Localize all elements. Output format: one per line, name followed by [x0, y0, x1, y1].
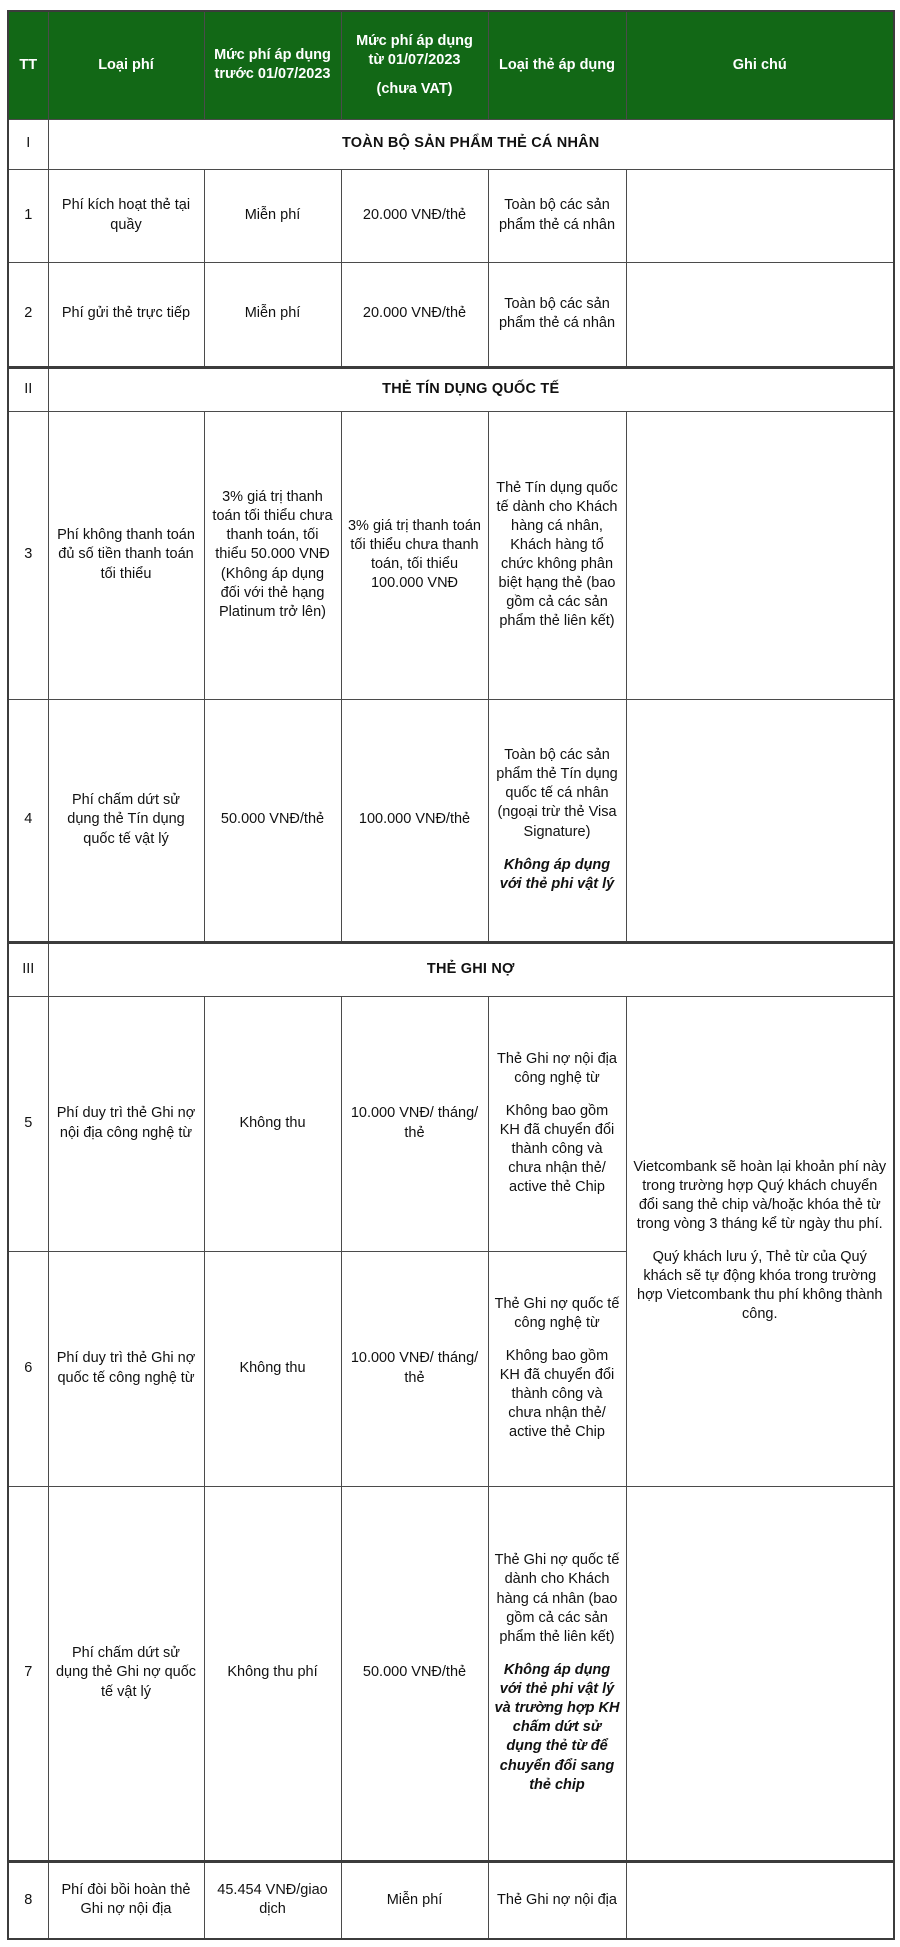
row-6-card-type-sub: Không bao gồm KH đã chuyển đổi thành công và chưa nhận thẻ/ active thẻ Chip: [499, 1347, 615, 1441]
row-4-note: [626, 699, 894, 942]
section-1-title: TOÀN BỘ SẢN PHẨM THẺ CÁ NHÂN: [48, 119, 894, 169]
row-4-fee-after: 100.000 VNĐ/thẻ: [341, 699, 488, 942]
row-7-fee-type: Phí chấm dứt sử dụng thẻ Ghi nợ quốc tế vật lý: [48, 1486, 204, 1861]
row-8-card-type: Thẻ Ghi nợ nội địa: [488, 1861, 626, 1939]
row-5-fee-after: 10.000 VNĐ/ tháng/ thẻ: [341, 996, 488, 1251]
row-7-fee-after: 50.000 VNĐ/thẻ: [341, 1486, 488, 1861]
row-8-fee-before: 45.454 VNĐ/giao dịch: [204, 1861, 341, 1939]
row-3-number: 3: [8, 411, 48, 699]
row-7-card-type-main: Thẻ Ghi nợ quốc tế dành cho Khách hàng cá nhân (bao gồm cả các sản phẩm thẻ liên kết): [494, 1552, 620, 1645]
header-cell-fee-type: Loại phí: [48, 11, 204, 119]
row-4-card-type-main: Toàn bộ các sản phẩm thẻ Tín dụng quốc tế cá nhân (ngoại trừ thẻ Visa Signature): [496, 747, 618, 840]
header-cell-fee-after: [341, 11, 488, 119]
row-5-card-type-sub: Không bao gồm KH đã chuyển đổi thành công và chưa nhận thẻ/ active thẻ Chip: [499, 1102, 615, 1196]
header-cell-tt: TT: [8, 11, 48, 119]
table-row: [8, 1861, 894, 1939]
row-6-fee-type: Phí duy trì thẻ Ghi nợ quốc tế công nghệ từ: [48, 1251, 204, 1486]
row-5-card-type-main: Thẻ Ghi nợ nội địa công nghệ từ: [497, 1050, 617, 1086]
section-row-3: [8, 942, 894, 996]
row-7-fee-before: Không thu phí: [204, 1486, 341, 1861]
row-8-fee-type: Phí đòi bồi hoàn thẻ Ghi nợ nội địa: [48, 1861, 204, 1939]
row-2-note: [626, 262, 894, 367]
row-2-card-type: Toàn bộ các sản phẩm thẻ cá nhân: [488, 262, 626, 367]
row-7-card-type: [488, 1486, 626, 1861]
header-cell-card-type: Loại thẻ áp dụng: [488, 11, 626, 119]
row-3-fee-after: 3% giá trị thanh toán tối thiểu chưa thanh toán, tối thiểu 100.000 VNĐ: [341, 411, 488, 699]
fee-table: [7, 10, 895, 1940]
row-6-fee-before: Không thu: [204, 1251, 341, 1486]
section-2-title: THẺ TÍN DỤNG QUỐC TẾ: [48, 367, 894, 411]
section-2-number: II: [8, 367, 48, 411]
header-cell-fee-before: Mức phí áp dụng trước 01/07/2023: [204, 11, 341, 119]
row-4-fee-type: Phí chấm dứt sử dụng thẻ Tín dụng quốc tế vật lý: [48, 699, 204, 942]
row-3-card-type: Thẻ Tín dụng quốc tế dành cho Khách hàng cá nhân, Khách hàng tổ chức không phân biệt hạng thẻ (bao gồm cả các sản phẩm thẻ liên kết): [488, 411, 626, 699]
header-cell-notes: Ghi chú: [626, 11, 894, 119]
row-7-note: [626, 1486, 894, 1861]
table-row: [8, 699, 894, 942]
row-3-fee-before: 3% giá trị thanh toán tối thiểu chưa thanh toán, tối thiểu 50.000 VNĐ (Không áp dụng đối với thẻ hạng Platinum trở lên): [204, 411, 341, 699]
row-4-number: 4: [8, 699, 48, 942]
row-5-number: 5: [8, 996, 48, 1251]
row-4-card-type-exclusion: Không áp dụng với thẻ phi vật lý: [499, 856, 615, 892]
header-fee-after-line1: Mức phí áp dụng từ 01/07/2023: [356, 32, 473, 68]
table-row: [8, 411, 894, 699]
row-1-fee-after: 20.000 VNĐ/thẻ: [341, 169, 488, 262]
table-header-row: [8, 11, 894, 119]
row-2-fee-type: Phí gửi thẻ trực tiếp: [48, 262, 204, 367]
row-3-note: [626, 411, 894, 699]
row-4-card-type: [488, 699, 626, 942]
row-1-note: [626, 169, 894, 262]
row-8-fee-after: Miễn phí: [341, 1861, 488, 1939]
table-row: [8, 169, 894, 262]
row-2-number: 2: [8, 262, 48, 367]
row-6-number: 6: [8, 1251, 48, 1486]
row-1-card-type: Toàn bộ các sản phẩm thẻ cá nhân: [488, 169, 626, 262]
rows-5-6-note: [626, 996, 894, 1486]
note-autolock-paragraph: Quý khách lưu ý, Thẻ từ của Quý khách sẽ tự động khóa trong trường hợp Vietcombank thu phí không thành công.: [637, 1249, 883, 1323]
note-refund-paragraph: Vietcombank sẽ hoàn lại khoản phí này trong trường hợp Quý khách chuyển đổi sang thẻ chip và/hoặc khóa thẻ từ trong vòng 3 tháng kể từ ngày thu phí.: [633, 1158, 887, 1232]
row-5-card-type: [488, 996, 626, 1251]
row-2-fee-after: 20.000 VNĐ/thẻ: [341, 262, 488, 367]
section-3-number: III: [8, 942, 48, 996]
header-fee-after-line2: (chưa VAT): [376, 80, 453, 97]
row-5-fee-before: Không thu: [204, 996, 341, 1251]
table-row: [8, 1486, 894, 1861]
row-6-card-type: [488, 1251, 626, 1486]
row-1-fee-type: Phí kích hoạt thẻ tại quầy: [48, 169, 204, 262]
row-2-fee-before: Miễn phí: [204, 262, 341, 367]
table-row: [8, 996, 894, 1251]
section-row-2: [8, 367, 894, 411]
row-7-card-type-exclusion: Không áp dụng với thẻ phi vật lý và trường hợp KH chấm dứt sử dụng thẻ từ để chuyển đổi sang thẻ chip: [494, 1661, 620, 1793]
row-8-note: [626, 1861, 894, 1939]
row-6-fee-after: 10.000 VNĐ/ tháng/ thẻ: [341, 1251, 488, 1486]
row-8-number: 8: [8, 1861, 48, 1939]
row-6-card-type-main: Thẻ Ghi nợ quốc tế công nghệ từ: [494, 1295, 620, 1331]
row-5-fee-type: Phí duy trì thẻ Ghi nợ nội địa công nghệ từ: [48, 996, 204, 1251]
section-1-number: I: [8, 119, 48, 169]
row-7-number: 7: [8, 1486, 48, 1861]
row-1-fee-before: Miễn phí: [204, 169, 341, 262]
table-row: [8, 262, 894, 367]
row-3-fee-type: Phí không thanh toán đủ số tiền thanh toán tối thiểu: [48, 411, 204, 699]
row-4-fee-before: 50.000 VNĐ/thẻ: [204, 699, 341, 942]
section-row-1: [8, 119, 894, 169]
row-1-number: 1: [8, 169, 48, 262]
section-3-title: THẺ GHI NỢ: [48, 942, 894, 996]
